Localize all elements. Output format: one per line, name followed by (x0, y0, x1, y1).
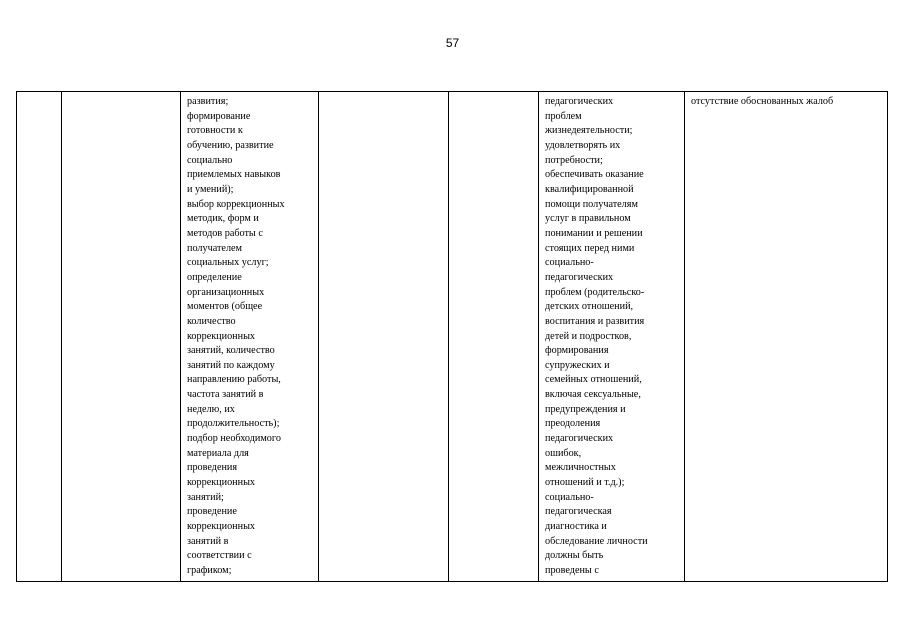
text-line: моментов (общее (187, 301, 263, 313)
text-line: социально (187, 154, 233, 166)
text-line: понимании и решении (545, 227, 643, 239)
text-line: формирования (545, 345, 609, 357)
text-line: занятий, количество (187, 345, 275, 357)
text-line: занятий; (187, 491, 224, 503)
text-line: социальных услуг; (187, 257, 269, 269)
text-line: проведения (187, 462, 238, 474)
text-line: квалифицированной (545, 183, 634, 195)
table-cell-col5 (449, 92, 539, 582)
text-line: развития; (187, 96, 229, 107)
text-line: обеспечивать оказание (545, 169, 644, 181)
text-line: воспитания и развития (545, 315, 645, 327)
text-line: обследование личности (545, 535, 648, 547)
text-line: коррекционных (187, 521, 256, 533)
table-cell-col1 (17, 92, 62, 582)
text-line: занятий по каждому (187, 359, 275, 371)
page-number: 57 (445, 36, 460, 50)
text-line: проведение (187, 506, 237, 518)
text-line: детей и подростков, (545, 330, 632, 342)
col7-text (691, 95, 884, 110)
text-line: подбор необходимого (187, 433, 281, 445)
text-line: соответствии с (187, 550, 252, 562)
text-line: ошибок, (545, 447, 582, 459)
text-line: частота занятий в (187, 389, 264, 401)
col6-text (545, 95, 681, 579)
text-line: обучению, развитие (187, 139, 274, 151)
table-cell-col2 (62, 92, 181, 582)
text-line: определение (187, 271, 242, 283)
text-line: направлению работы, (187, 374, 281, 386)
text-line: педагогических (545, 433, 614, 445)
document-table (16, 91, 888, 582)
text-line: коррекционных (187, 477, 256, 489)
text-line: графиком; (187, 565, 232, 576)
text-line: педагогических (545, 96, 614, 107)
text-line: продолжительность); (187, 418, 280, 430)
text-line: предупреждения и (545, 403, 626, 415)
text-line: методик, форм и (187, 213, 259, 225)
text-line: помощи получателям (545, 198, 638, 210)
text-line: отношений и т.д.); (545, 477, 625, 489)
text-line: получателем (187, 242, 242, 254)
text-line: отсутствие обоснованных жалоб (691, 96, 834, 107)
col3-text (187, 95, 315, 579)
text-line: детских отношений, (545, 301, 634, 313)
text-line: включая сексуальные, (545, 389, 641, 401)
text-line: выбор коррекционных (187, 198, 285, 210)
text-line: социально- (545, 257, 594, 269)
text-line: методов работы с (187, 227, 263, 239)
text-line: занятий в (187, 535, 229, 547)
text-line: организационных (187, 286, 265, 298)
text-line: проблем (родительско- (545, 286, 645, 298)
table-cell-col6 (539, 92, 685, 582)
text-line: супружеских и (545, 359, 610, 371)
text-line: стоящих перед ними (545, 242, 635, 254)
text-line: педагогическая (545, 506, 612, 518)
text-line: удовлетворять их (545, 139, 621, 151)
text-line: потребности; (545, 154, 603, 166)
table-cell-col7 (685, 92, 888, 582)
text-line: материала для (187, 447, 249, 459)
text-line: межличностных (545, 462, 616, 474)
text-line: должны быть (545, 550, 604, 562)
text-line: приемлемых навыков (187, 169, 281, 181)
text-line: количество (187, 315, 236, 327)
table-row (17, 92, 888, 582)
text-line: коррекционных (187, 330, 256, 342)
text-line: семейных отношений, (545, 374, 642, 386)
text-line: проблем (545, 110, 582, 122)
text-line: преодоления (545, 418, 601, 430)
text-line: услуг в правильном (545, 213, 631, 225)
text-line: и умений); (187, 183, 234, 195)
table-cell-col3 (181, 92, 319, 582)
text-line: проведены с (545, 565, 599, 576)
table-cell-col4 (319, 92, 449, 582)
text-line: неделю, их (187, 403, 235, 415)
text-line: социально- (545, 491, 594, 503)
text-line: формирование (187, 110, 251, 122)
text-line: жизнедеятельности; (545, 125, 633, 137)
text-line: готовности к (187, 125, 243, 137)
text-line: педагогических (545, 271, 614, 283)
text-line: диагностика и (545, 521, 607, 533)
